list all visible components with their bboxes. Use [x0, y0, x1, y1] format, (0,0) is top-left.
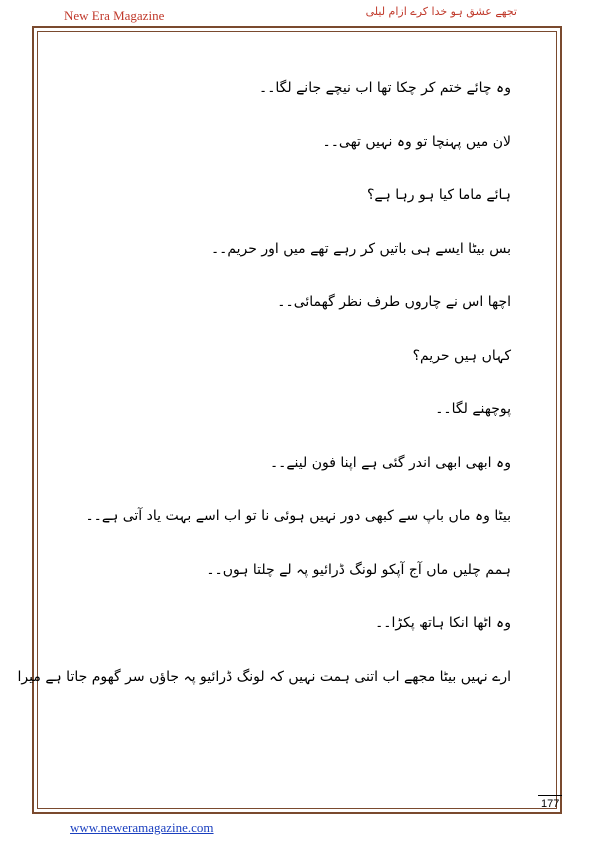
- text-line: پوچھنے لگا۔۔: [435, 401, 511, 417]
- text-line: وہ ابھی ابھی اندر گئی ہے اپنا فون لینے۔۔: [269, 454, 511, 471]
- text-line: وہ چائے ختم کر چکا تھا اب نیچے جانے لگا۔۔: [258, 80, 511, 96]
- text-line: بیٹا وہ ماں باپ سے کبھی دور نہیں ہوئی نا تو اب اسے بہت یاد آتی ہے۔۔: [85, 508, 511, 524]
- magazine-name: New Era Magazine: [64, 8, 165, 23]
- text-line: کہاں ہیں حریم؟: [412, 347, 511, 364]
- text-line: اچھا اس نے چاروں طرف نظر گھمائی۔۔: [277, 294, 511, 310]
- novel-title: تجھے عشق ہو خدا کرے ازام لیلی: [365, 5, 517, 18]
- text-line: ہمم چلیں ماں آج آپکو لونگ ڈرائیو پہ لے چلتا ہوں۔۔: [206, 561, 511, 578]
- text-line: بس بیٹا ایسے ہی باتیں کر رہے تھے میں اور حریم۔۔: [210, 240, 511, 257]
- text-line: ہائے ماما کیا ہو رہا ہے؟: [366, 187, 511, 203]
- text-line: لان میں پہنچا تو وہ نہیں تھی۔۔: [322, 133, 511, 150]
- page-number-rule: [538, 795, 562, 796]
- story-text: [17, 78, 511, 720]
- text-line: وہ اٹھا انکا ہاتھ پکڑا۔۔: [375, 615, 511, 631]
- footer-url-link[interactable]: www.neweramagazine.com: [70, 820, 214, 835]
- text-line: ارے نہیں بیٹا مجھے اب اتنی ہمت نہیں کہ لونگ ڈرائیو پہ جاؤں سر گھوم جاتا ہے میرا: [17, 668, 511, 685]
- page-number: 177: [541, 798, 560, 810]
